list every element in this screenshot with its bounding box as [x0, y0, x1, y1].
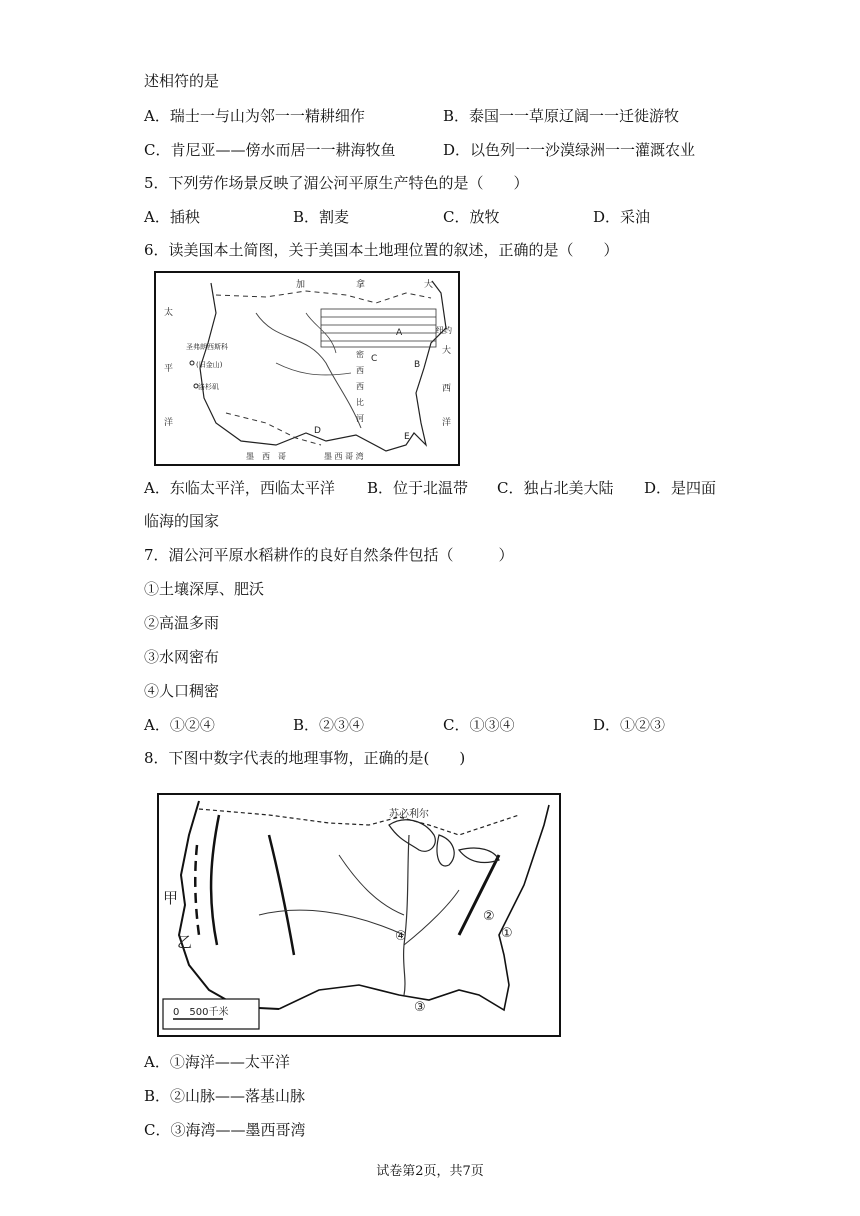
map1-point-d: D — [314, 426, 321, 436]
q7-item-1: ①土壤深厚、肥沃 — [144, 580, 265, 598]
q5-option-b: B．割麦 — [293, 208, 350, 226]
map1-pacific-1: 太 — [164, 308, 174, 318]
map1-river-1: 密 — [356, 350, 364, 359]
q5-stem: 5．下列劳作场景反映了湄公河平原生产特色的是（ ） — [144, 174, 529, 192]
map1-new-york: 纽约 — [436, 326, 452, 335]
us-map-figure-2 — [157, 793, 561, 1037]
q8-option-a: A．①海洋——太平洋 — [144, 1053, 290, 1071]
q6-stem: 6．读美国本土简图，关于美国本土地理位置的叙述，正确的是（ ） — [144, 241, 619, 259]
q8-stem: 8．下图中数字代表的地理事物，正确的是( ) — [144, 749, 466, 767]
map1-mexico: 墨 西 哥 — [246, 452, 286, 461]
map1-los-angeles: 洛杉矶 — [198, 383, 219, 391]
q7-option-a: A．①②④ — [144, 716, 215, 734]
q7-item-3: ③水网密布 — [144, 648, 220, 666]
map1-point-e: E — [404, 432, 410, 442]
q7-option-b: B．②③④ — [293, 716, 365, 734]
q7-option-d: D．①②③ — [593, 716, 666, 734]
q8-option-c: C．③海湾——墨西哥湾 — [144, 1121, 306, 1139]
map1-point-c: C — [371, 354, 378, 364]
us-map-2-drawing — [159, 795, 559, 1035]
map1-atlantic-3: 洋 — [442, 418, 452, 428]
q6-option-d-continued: 临海的国家 — [144, 512, 220, 530]
q6-option-d: D．是四面 — [644, 479, 717, 497]
map1-pacific-2: 平 — [164, 364, 174, 374]
q4-option-d: D．以色列一一沙漠绿洲一一灌溉农业 — [443, 141, 696, 159]
map2-marker-4: ④ — [395, 929, 407, 944]
map1-canada-3: 大 — [424, 280, 434, 290]
map1-canada-2: 拿 — [356, 280, 366, 290]
q8-option-b: B．②山脉——落基山脉 — [144, 1087, 306, 1105]
q7-stem: 7．湄公河平原水稻耕作的良好自然条件包括（ ） — [144, 546, 514, 564]
q7-item-4: ④人口稠密 — [144, 682, 220, 700]
q7-item-2: ②高温多雨 — [144, 614, 220, 632]
us-map-1-drawing — [156, 273, 458, 464]
q4-option-c: C．肯尼亚——傍水而居一一耕海牧鱼 — [144, 141, 396, 159]
map1-pacific-3: 洋 — [164, 418, 174, 428]
map1-river-4: 比 — [356, 398, 364, 407]
map2-marker-2: ② — [483, 909, 495, 924]
map2-lake-label: 苏必利尔 — [389, 809, 429, 820]
map2-jia: 甲 — [163, 889, 179, 907]
map1-atlantic-2: 西 — [442, 384, 452, 394]
map1-point-a: A — [396, 328, 403, 338]
q4-option-b: B．泰国一一草原辽阔一一迁徙游牧 — [443, 107, 680, 125]
q4-stem-tail: 述相符的是 — [144, 72, 220, 90]
map1-canada-1: 加 — [296, 280, 306, 290]
map1-atlantic-1: 大 — [442, 346, 452, 356]
map2-marker-3: ③ — [414, 1000, 426, 1015]
q6-option-c: C．独占北美大陆 — [497, 479, 614, 497]
q6-option-a: A．东临太平洋，西临太平洋 — [144, 479, 335, 497]
q4-option-a: A．瑞士一与山为邻一一精耕细作 — [144, 107, 365, 125]
map1-san-francisco-alt: (旧金山) — [196, 361, 223, 369]
map1-gulf: 墨 西 哥 湾 — [324, 452, 364, 461]
map1-river-5: 河 — [356, 414, 364, 423]
page-footer: 试卷第2页，共7页 — [376, 1164, 484, 1179]
map1-river-3: 西 — [356, 382, 364, 391]
map2-yi: 乙 — [177, 933, 193, 951]
q6-option-b: B．位于北温带 — [367, 479, 469, 497]
map1-point-b: B — [414, 360, 421, 370]
map2-scale: 0 500千米 — [173, 1007, 229, 1018]
map2-marker-1: ① — [501, 926, 513, 941]
map1-river-2: 西 — [356, 366, 364, 375]
q5-option-a: A．插秧 — [144, 208, 200, 226]
q5-option-d: D．采油 — [593, 208, 651, 226]
us-map-figure-1 — [154, 271, 460, 466]
q5-option-c: C．放牧 — [443, 208, 500, 226]
map1-san-francisco: 圣弗朗西斯科 — [186, 343, 228, 351]
q7-option-c: C．①③④ — [443, 716, 515, 734]
